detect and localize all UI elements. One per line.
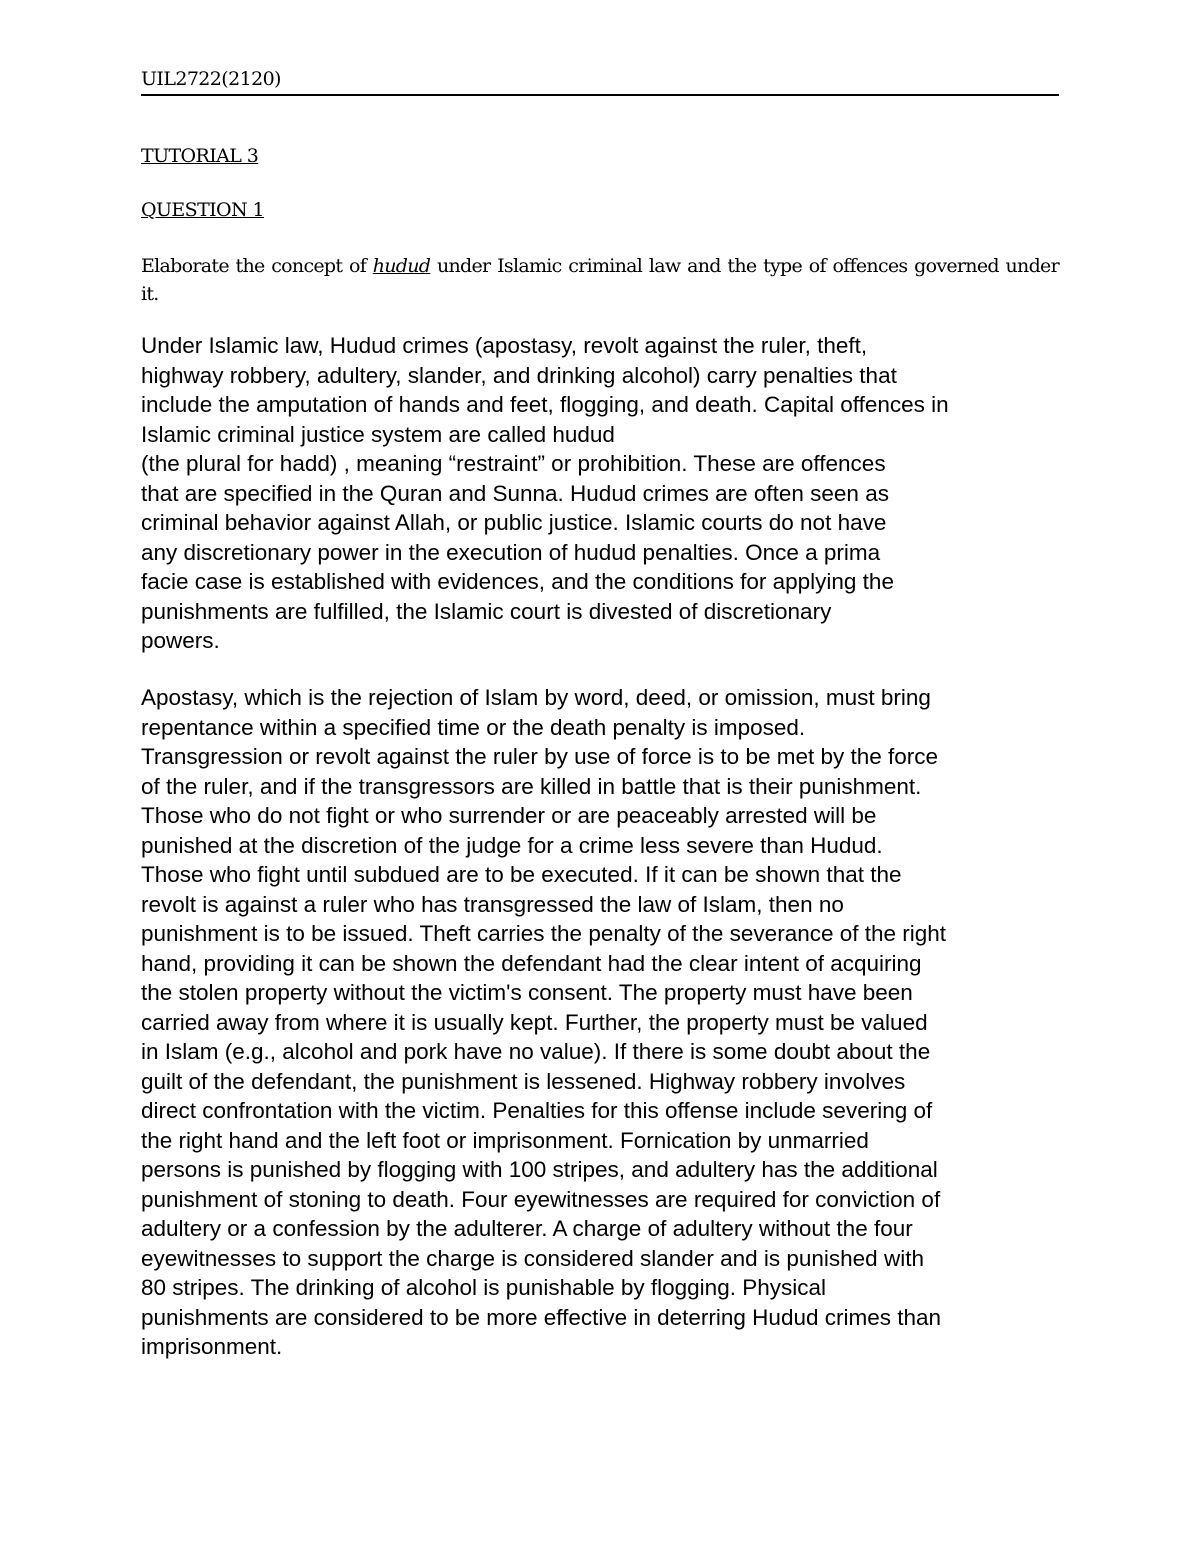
answer-line: guilt of the defendant, the punishment is lessened. Highway robbery involves	[141, 1068, 906, 1094]
answer-paragraph-2	[141, 683, 1071, 1362]
answer-line: the stolen property without the victim's consent. The property must have been	[141, 980, 913, 1005]
answer-line: punishments are fulfilled, the Islamic court is divested of discretionary	[141, 598, 832, 624]
answer-line: hand, providing it can be shown the defendant had the clear intent of acquiring	[141, 950, 922, 976]
answer-line: the right hand and the left foot or imprisonment. Fornication by unmarried	[141, 1127, 869, 1153]
answer-line: punished at the discretion of the judge for a crime less severe than Hudud.	[141, 832, 883, 858]
answer-line: punishments are considered to be more effective in deterring Hudud crimes than	[141, 1304, 942, 1330]
question-text-emphasis: hudud	[372, 255, 431, 277]
answer-line: Those who do not fight or who surrender or are peaceably arrested will be	[141, 803, 877, 828]
question-text	[141, 252, 1059, 308]
answer-line: criminal behavior against Allah, or public justice. Islamic courts do not have	[141, 510, 887, 535]
question-title: QUESTION 1	[141, 199, 264, 221]
answer-line: include the amputation of hands and feet, flogging, and death. Capital offences in	[141, 392, 949, 417]
answer-line: powers.	[141, 628, 220, 653]
answer-line: Islamic criminal justice system are called hudud	[141, 421, 615, 447]
answer-line: eyewitnesses to support the charge is considered slander and is punished with	[141, 1245, 924, 1271]
answer-line: (the plural for hadd) , meaning “restraint” or prohibition. These are offences	[141, 451, 886, 476]
answer-line: imprisonment.	[141, 1334, 283, 1359]
answer-line: in Islam (e.g., alcohol and pork have no value). If there is some doubt about the	[141, 1039, 931, 1064]
answer-line: punishment is to be issued. Theft carries the penalty of the severance of the right	[141, 921, 947, 946]
answer-line: repentance within a specified time or the death penalty is imposed.	[141, 714, 806, 740]
tutorial-title: TUTORIAL 3	[141, 145, 259, 167]
answer-line: direct confrontation with the victim. Penalties for this offense include severing of	[141, 1098, 933, 1123]
answer-line: punishment of stoning to death. Four eyewitnesses are required for conviction of	[141, 1186, 941, 1212]
answer-line: facie case is established with evidences, and the conditions for applying the	[141, 569, 894, 594]
answer-line: adultery or a confession by the adulterer. A charge of adultery without the four	[141, 1216, 913, 1241]
answer-line: that are specified in the Quran and Sunna. Hudud crimes are often seen as	[141, 480, 889, 506]
answer-line: highway robbery, adultery, slander, and drinking alcohol) carry penalties that	[141, 362, 897, 388]
course-code-header: UIL2722(2120)	[141, 68, 281, 90]
answer-line: Transgression or revolt against the ruler by use of force is to be met by the force	[141, 744, 939, 769]
answer-line: persons is punished by flogging with 100 stripes, and adultery has the additional	[141, 1157, 938, 1182]
answer-line: Under Islamic law, Hudud crimes (apostasy, revolt against the ruler, theft,	[141, 333, 868, 358]
answer-line: 80 stripes. The drinking of alcohol is punishable by flogging. Physical	[141, 1275, 826, 1300]
answer-line: Apostasy, which is the rejection of Islam by word, deed, or omission, must bring	[141, 685, 931, 710]
answer-paragraph-1	[141, 331, 1071, 656]
question-text-after: under Islamic criminal law and the type of offences governed under it.	[141, 255, 1059, 305]
question-text-before: Elaborate the concept of	[141, 255, 373, 277]
answer-line: Those who fight until subdued are to be executed. If it can be shown that the	[141, 862, 902, 887]
answer-line: of the ruler, and if the transgressors are killed in battle that is their punishment.	[141, 773, 922, 799]
answer-line: carried away from where it is usually kept. Further, the property must be valued	[141, 1009, 928, 1035]
answer-line: revolt is against a ruler who has transgressed the law of Islam, then no	[141, 891, 844, 917]
answer-line: any discretionary power in the execution of hudud penalties. Once a prima	[141, 539, 881, 565]
header-divider	[141, 94, 1059, 96]
